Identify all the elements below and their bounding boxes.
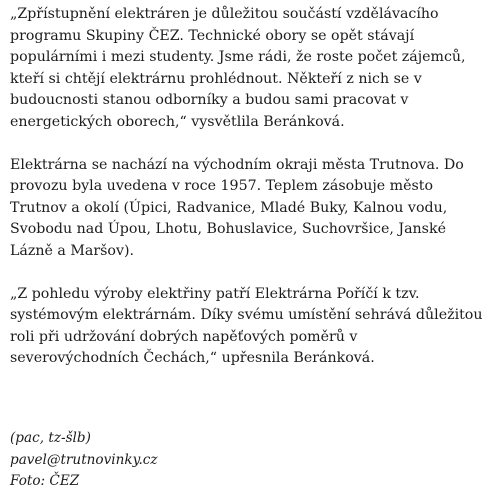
author-email: pavel@trutnovinky.cz: [10, 451, 158, 468]
article-signature: [10, 428, 488, 493]
paragraph-quote-education: „Zpřístupnění elektráren je důležitou součástí vzdělávacího programu Skupiny ČEZ. Technické obory se opět stávají populárními i mezi studenty. Jsme rádi, že roste počet zájemců, kteří si chtějí elektrárnu prohlédnout. Někteří z nich se v budoucnosti stanou odborníky a budou sami pracovat v energetických oborech,“ vysvětlila Beránková.: [10, 6, 466, 130]
article-body: [10, 4, 488, 370]
photo-credit: Foto: ČEZ: [10, 473, 80, 489]
author-credits: (pac, tz-šlb): [10, 430, 91, 446]
paragraph-quote-grid: „Z pohledu výroby elektřiny patří Elektrárna Poříčí k tzv. systémovým elektrárnám. Díky svému umístění sehrává důležitou roli při udržování dobrých napěťových poměrů v severovýchodních Čechách,“ upřesnila Beránková.: [10, 285, 483, 366]
paragraph-plant-location: Elektrárna se nachází na východním okraji města Trutnova. Do provozu byla uvedena v roce 1957. Teplem zásobuje město Trutnov a okolí (Úpici, Radvanice, Mladé Buky, Kalnou vodu, Svobodu nad Úpou, Lhotu, Bohuslavice, Suchovršice, Janské Lázně a Maršov).: [10, 156, 464, 259]
